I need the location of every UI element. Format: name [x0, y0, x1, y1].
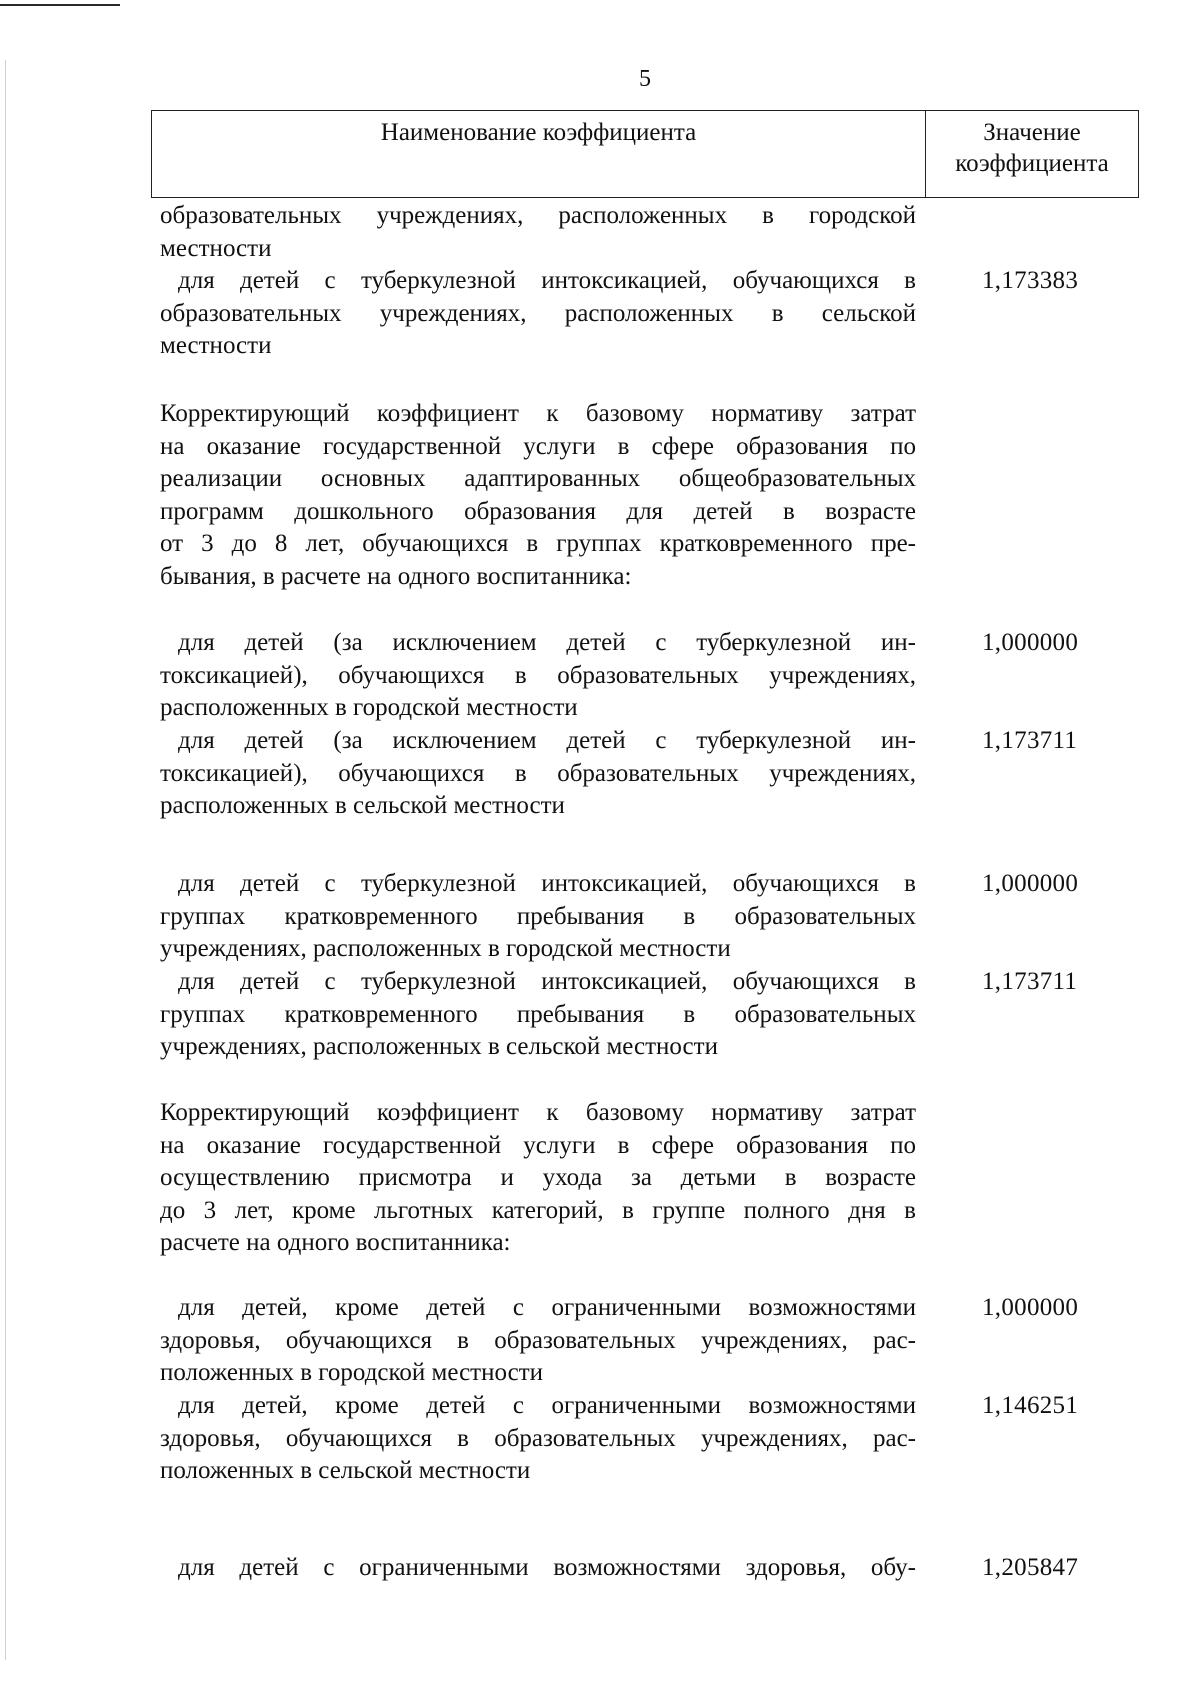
row-line: местности — [160, 234, 272, 262]
row-line: для детей, кроме детей с ограниченными возможностями — [178, 1294, 916, 1321]
row-line: положенных в городской местности — [160, 1359, 543, 1386]
coefficient-value: 1,000000 — [982, 1294, 1079, 1321]
header-name-column: Наименование коэффициента — [152, 111, 926, 197]
row-text — [160, 1390, 916, 1488]
header-value-line2: коэффициента — [955, 150, 1109, 177]
row-line: группах кратковременного пребывания в образовательных — [160, 1000, 916, 1028]
coefficient-value: 1,205847 — [982, 1554, 1079, 1581]
row-line: для детей (за исключением детей с туберкулезной ин- — [178, 727, 916, 754]
row-line: реализации основных адаптированных общеобразовательных — [160, 465, 916, 492]
coefficient-value: 1,146251 — [982, 1392, 1079, 1419]
row-line: до 3 лет, кроме льготных категорий, в группе полного дня в — [160, 1196, 916, 1224]
scan-edge-line — [5, 60, 6, 1660]
row-text — [160, 265, 916, 363]
row-text — [160, 725, 916, 823]
row-line: местности — [160, 332, 272, 359]
row-text — [160, 200, 916, 265]
row-line: расчете на одного воспитанника: — [160, 1229, 511, 1256]
row-line: расположенных в городской местности — [160, 694, 578, 721]
row-text — [160, 1292, 916, 1390]
coefficient-value: 1,000000 — [982, 629, 1079, 656]
row-line: токсикацией), обучающихся в образовательных учреждениях, — [160, 759, 916, 787]
row-line: программ дошкольного образования для детей в возрасте — [160, 497, 916, 525]
header-value-column — [926, 111, 1138, 197]
row-line: осуществлению присмотра и ухода за детьми в возрасте — [160, 1164, 916, 1191]
row-line: бывания, в расчете на одного воспитанника: — [160, 562, 632, 590]
row-line: образовательных учреждениях, расположенных в городской — [160, 202, 916, 229]
row-line: здоровья, обучающихся в образовательных учреждениях, рас- — [160, 1424, 916, 1452]
coefficient-value: 1,173383 — [982, 267, 1079, 294]
row-line: учреждениях, расположенных в сельской местности — [160, 1033, 718, 1060]
header-value-line1: Значение — [983, 119, 1081, 146]
coefficient-value: 1,173711 — [982, 968, 1078, 995]
row-line: для детей с ограниченными возможностями здоровья, обу- — [178, 1554, 916, 1581]
row-text — [160, 1552, 916, 1585]
coefficient-value: 1,173711 — [982, 727, 1078, 754]
row-line: для детей, кроме детей с ограниченными возможностями — [178, 1392, 916, 1419]
row-line: на оказание государственной услуги в сфере образования по — [160, 432, 916, 460]
row-line: здоровья, обучающихся в образовательных учреждениях, рас- — [160, 1326, 916, 1354]
row-line: образовательных учреждениях, расположенных в сельской — [160, 299, 916, 327]
row-line: для детей с туберкулезной интоксикацией, обучающихся в — [178, 968, 916, 995]
page-number: 5 — [639, 66, 651, 92]
row-line: для детей с туберкулезной интоксикацией, обучающихся в — [178, 870, 916, 897]
row-line: учреждениях, расположенных в городской местности — [160, 935, 731, 962]
row-text — [160, 868, 916, 966]
row-text — [160, 627, 916, 725]
row-line: для детей с туберкулезной интоксикацией, обучающихся в — [178, 267, 916, 294]
row-line: токсикацией), обучающихся в образовательных учреждениях, — [160, 661, 916, 689]
row-text — [160, 966, 916, 1064]
row-line: Корректирующий коэффициент к базовому нормативу затрат — [160, 1099, 916, 1126]
row-line: на оказание государственной услуги в сфере образования по — [160, 1131, 916, 1159]
row-line: для детей (за исключением детей с туберкулезной ин- — [178, 629, 916, 656]
row-line: от 3 до 8 лет, обучающихся в группах кратковременного пре- — [160, 530, 916, 557]
row-text — [160, 1097, 916, 1260]
scan-artifact-line — [0, 4, 120, 6]
row-line: Корректирующий коэффициент к базовому нормативу затрат — [160, 400, 916, 427]
coefficient-value: 1,000000 — [982, 870, 1079, 897]
row-text — [160, 398, 916, 593]
row-line: группах кратковременного пребывания в образовательных — [160, 902, 916, 930]
row-line: положенных в сельской местности — [160, 1457, 531, 1484]
row-line: расположенных в сельской местности — [160, 792, 565, 819]
table-header — [151, 110, 1139, 198]
